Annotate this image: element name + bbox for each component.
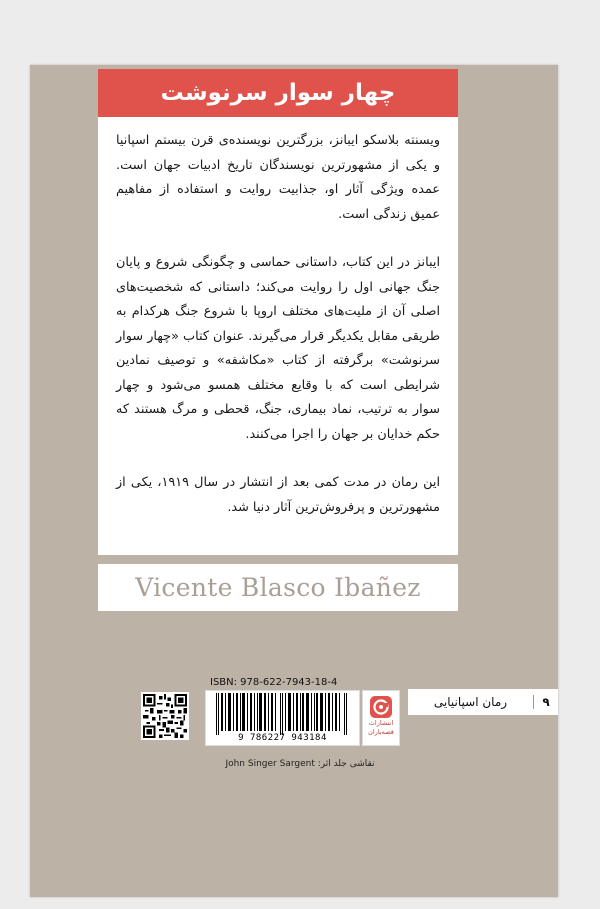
book-title: چهار سوار سرنوشت: [98, 69, 458, 117]
barcode-digits: 9 786227 943184: [238, 733, 327, 743]
author-name: Vicente Blasco Ibañez: [98, 564, 458, 611]
barcode-icon: [205, 690, 360, 746]
series-name: رمان اسپانیایی: [408, 695, 534, 709]
synopsis-box: [98, 117, 458, 555]
series-number: ۹: [542, 695, 550, 709]
isbn-label: ISBN: 978-622-7943-18-4: [210, 677, 338, 688]
synopsis-paragraph-2: ایبانز در این کتاب، داستانی حماسی و چگونگی شروع و پایان جنگ جهانی اول را روایت می‌کند؛ داستانی که شخصیت‌های اصلی آن از ملیت‌های مختلف اروپا با شروع جنگ هرکدام به طریقی مقابل یکدیگر قرار می‌گیرند. عنوان کتاب «چهار سوار سرنوشت» برگرفته از کتاب «مکاشفه» و توصیف نمادین شرایطی است که با وقایع مختلف همسو می‌شود و چهار سوار به ترتیب، نماد بیماری، جنگ، قحطی و مرگ هستند که حکم خدایان بر جهان را اجرا می‌کنند.: [116, 255, 440, 442]
synopsis-paragraph-1: ویسنته بلاسکو ایبانز، بزرگترین نویسنده‌ی قرن بیستم اسپانیا و یکی از مشهورترین نویسندگان تاریخ ادبیات جهان است. عمده ویژگی آثار او، جذابیت روایت و استفاده از مفاهیم عمیق زندگی است.: [116, 133, 440, 222]
cover-credit: نقاشی جلد اثر: John Singer Sargent: [225, 759, 375, 769]
qr-code-icon: [141, 692, 189, 740]
synopsis-paragraph-3: این رمان در مدت کمی بعد از انتشار در سال ۱۹۱۹، یکی از مشهورترین و پرفروش‌ترین آثار دنیا شد.: [116, 475, 440, 515]
publisher-name-line2: قصه‌باران: [368, 728, 394, 736]
publisher-logo-icon: [369, 695, 393, 719]
publisher-name-line1: انتشارات: [368, 719, 394, 727]
series-tab: [408, 689, 558, 715]
publisher-logo: [362, 690, 400, 746]
